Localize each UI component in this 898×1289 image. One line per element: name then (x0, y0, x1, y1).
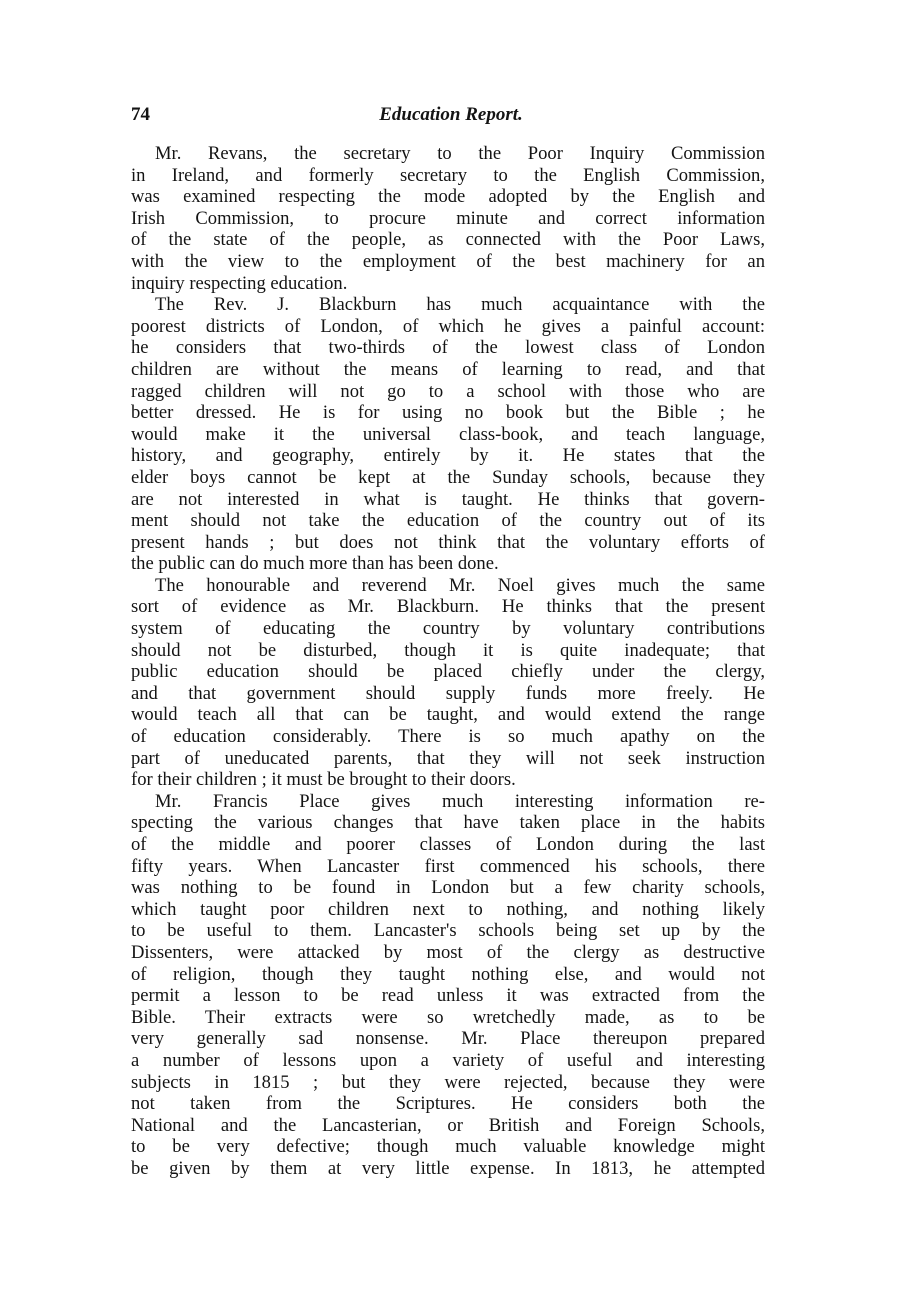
text-line: not taken from the Scriptures. He considers both the (131, 1093, 765, 1115)
text-line: Mr. Francis Place gives much interesting information re- (155, 790, 765, 812)
text-line: poorest districts of London, of which he gives a painful account: (131, 315, 765, 337)
running-head: Education Report. (379, 104, 523, 125)
text-line: children are without the means of learning to read, and that (131, 358, 765, 380)
text-line: history, and geography, entirely by it. He states that the (131, 445, 765, 467)
text-line: present hands ; but does not think that the voluntary efforts of (131, 531, 765, 553)
text-line: inquiry respecting education. (131, 272, 348, 294)
text-line: subjects in 1815 ; but they were rejected, because they were (131, 1071, 765, 1093)
text-line: The Rev. J. Blackburn has much acquaintance with the (155, 294, 765, 316)
text-line: are not interested in what is taught. He thinks that govern- (131, 488, 765, 510)
paragraph-noel (131, 575, 765, 791)
text-line: of the middle and poorer classes of London during the last (131, 834, 765, 855)
paragraph-blackburn (131, 294, 765, 575)
text-line: better dressed. He is for using no book but the Bible ; he (131, 402, 765, 424)
page-header (131, 104, 771, 128)
text-line: ragged children will not go to a school with those who are (131, 380, 765, 402)
text-line: Irish Commission, to procure minute and correct information (131, 207, 765, 229)
text-line: specting the various changes that have taken place in the habits (131, 812, 765, 834)
text-line: for their children ; it must be brought to their doors. (131, 769, 516, 791)
paragraph-place (131, 791, 765, 1180)
text-line: in Ireland, and formerly secretary to the English Commission, (131, 164, 765, 186)
text-line: to be useful to them. Lancaster's schools being set up by the (131, 920, 765, 942)
text-line: would make it the universal class-book, and teach language, (131, 423, 765, 445)
text-line: Dissenters, were attacked by most of the clergy as destructive (131, 941, 765, 963)
text-line: fifty years. When Lancaster first commenced his schools, there (131, 855, 765, 877)
text-line: he considers that two-thirds of the lowest class of London (131, 337, 765, 359)
text-line: very generally sad nonsense. Mr. Place thereupon prepared (131, 1028, 765, 1050)
text-line: with the view to the employment of the best machinery for an (131, 250, 765, 272)
text-line: permit a lesson to be read unless it was extracted from the (131, 985, 765, 1007)
text-line: sort of evidence as Mr. Blackburn. He thinks that the present (131, 596, 765, 618)
text-line: National and the Lancasterian, or British and Foreign Schools, (131, 1114, 765, 1136)
text-line: the public can do much more than has been done. (131, 553, 499, 575)
text-line: to be very defective; though much valuable knowledge might (131, 1136, 765, 1158)
text-line: part of uneducated parents, that they will not seek instruction (131, 747, 765, 769)
text-line: of religion, though they taught nothing else, and would not (131, 963, 765, 985)
page-number: 74 (131, 104, 150, 125)
text-line: was nothing to be found in London but a few charity schools, (131, 877, 765, 899)
text-line: ment should not take the education of the country out of its (131, 510, 765, 532)
text-line: system of educating the country by voluntary contributions (131, 618, 765, 640)
text-line: Bible. Their extracts were so wretchedly made, as to be (131, 1006, 765, 1028)
text-line: elder boys cannot be kept at the Sunday schools, because they (131, 466, 765, 488)
text-line: Mr. Revans, the secretary to the Poor Inquiry Commission (155, 143, 765, 164)
text-line: a number of lessons upon a variety of useful and interesting (131, 1049, 765, 1071)
text-line: should not be disturbed, though it is quite inadequate; that (131, 639, 765, 661)
text-line: of the state of the people, as connected with the Poor Laws, (131, 229, 765, 251)
text-line: The honourable and reverend Mr. Noel gives much the same (155, 574, 765, 596)
text-line: would teach all that can be taught, and would extend the range (131, 704, 765, 726)
text-line: be given by them at very little expense. In 1813, he attempted (131, 1157, 765, 1179)
text-line: and that government should supply funds more freely. He (131, 682, 765, 704)
text-line: which taught poor children next to nothing, and nothing likely (131, 898, 765, 920)
text-line: was examined respecting the mode adopted by the English and (131, 186, 765, 208)
text-line: of education considerably. There is so much apathy on the (131, 726, 765, 748)
paragraph-revans (131, 143, 765, 294)
text-line: public education should be placed chiefly under the clergy, (131, 661, 765, 683)
body-text (131, 143, 765, 1180)
